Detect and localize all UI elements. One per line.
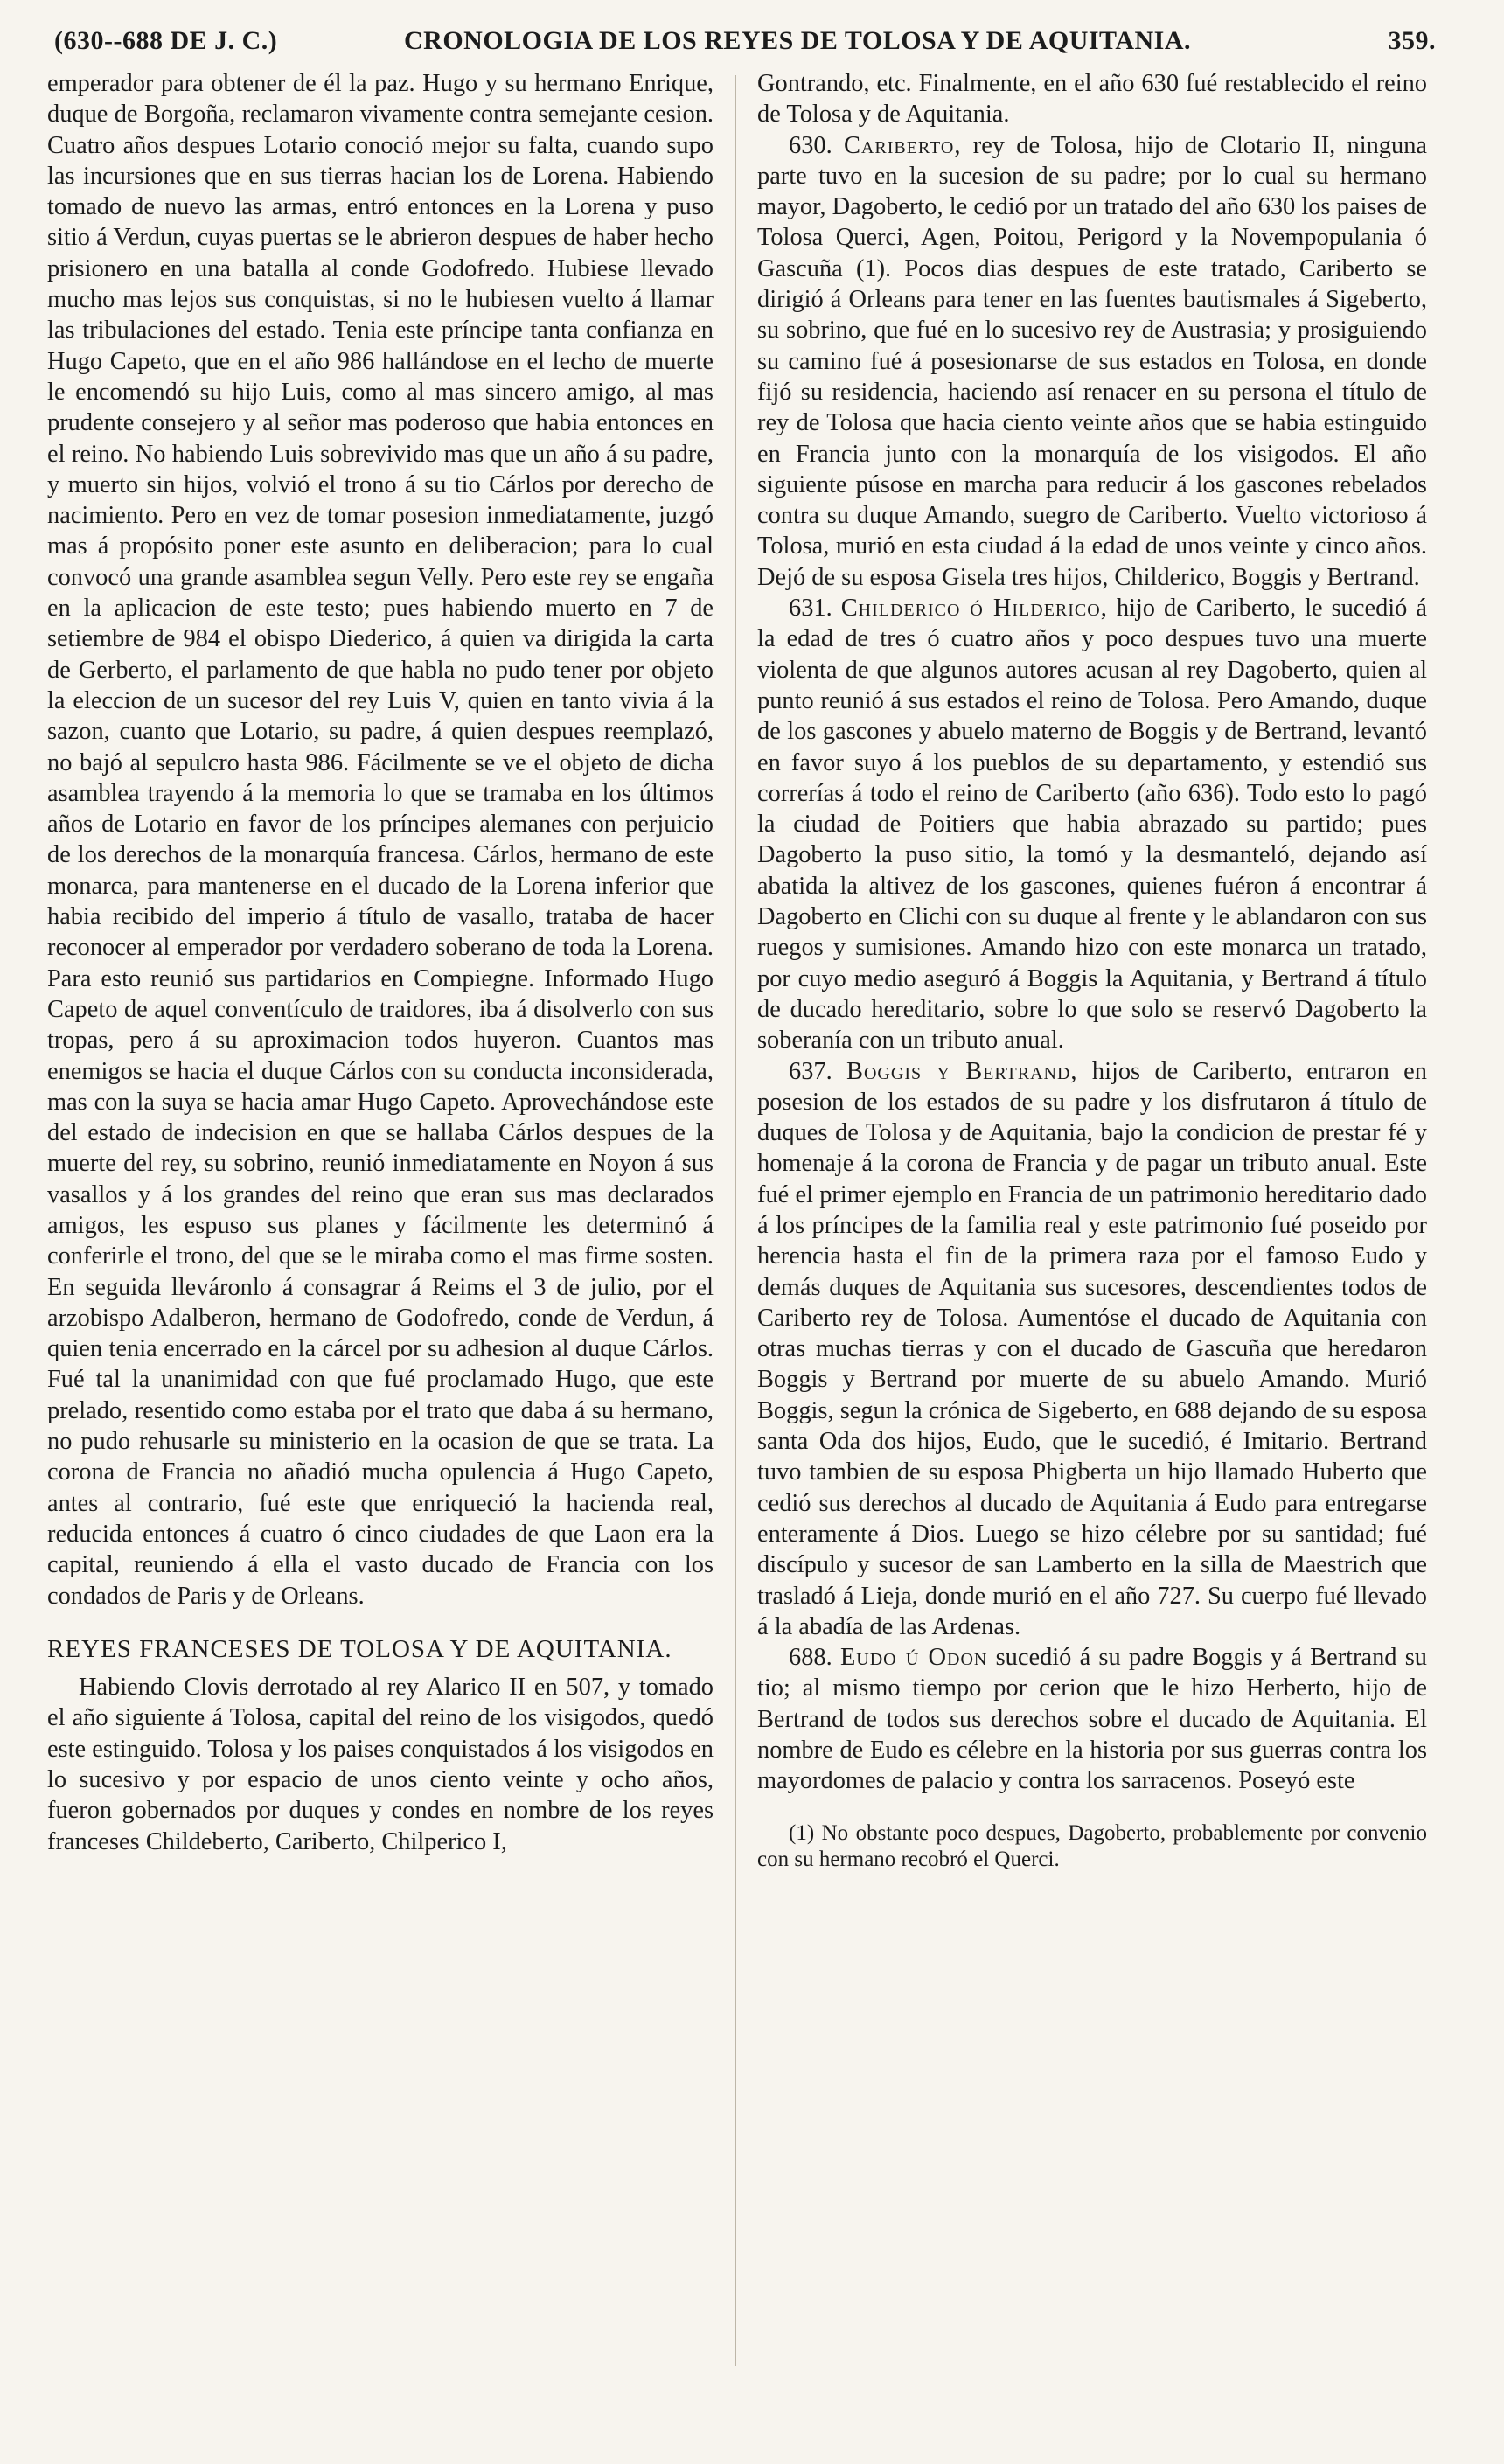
entry-688-name: Eudo ú Odon: [839, 1644, 988, 1672]
entry-631: [757, 593, 1427, 1055]
entry-630-number: 630.: [789, 131, 832, 159]
entry-688: [757, 1642, 1427, 1796]
header-title: CRONOLOGIA DE LOS REYES DE TOLOSA Y DE AQUITANIA.: [404, 26, 1191, 55]
entry-630-text: rey de Tolosa, hijo de Clotario II, ninguna parte tuvo en la sucesion de su padre; por lo cual su hermano mayor, Dagoberto, le cedió por un tratado del año 630 los paises de Tolosa Querci, Agen, Poitou, Perigord y la Novempopulania ó Gascuña (1). Pocos dias despues de este tratado, Cariberto se dirigió á Orleans para tener en las fuentes bautismales á Sigeberto, su sobrino, que fué en lo sucesivo rey de Austrasia; y prosiguiendo su camino fué á posesionarse de sus estados en Tolosa, en donde fijó su residencia, haciendo así renacer en su persona el título de rey de Tolosa que hacia ciento veinte años que se habia estinguido en Francia junto con la monarquía de los visigodos. El año siguiente púsose en marcha para reducir á los gascones rebelados contra su duque Amando, suegro de Cariberto. Vuelto victorioso á Tolosa, murió en esta ciudad á la edad de unos veinte y cinco años. Dejó de su esposa Gisela tres hijos, Childerico, Boggis y Bertrand.: [757, 131, 1427, 591]
column-divider: [735, 75, 736, 2366]
left-paragraph-1: emperador para obtener de él la paz. Hugo y su hermano Enrique, duque de Borgoña, reclamaron vivamente contra semejante cesion. Cuatro años despues Lotario conoció mejor su falta, cuando supo las incursiones que en sus tierras hacian los de Lorena. Habiendo tomado de nuevo las armas, entró entonces en la Lorena y puso sitio á Verdun, cuyas puertas se le abrieron despues de haber hecho prisionero en una batalla al conde Godofredo. Hubiese llevado mucho mas lejos sus conquistas, si no le hubiesen vuelto á llamar las tribulaciones del estado. Tenia este príncipe tanta confianza en Hugo Capeto, que en el año 986 hallándose en el lecho de muerte le encomendó su hijo Luis, como al mas sincero amigo, al mas prudente consejero y al señor mas poderoso que habia entonces en el reino. No habiendo Luis sobrevivido mas que un año á su padre, y muerto sin hijos, volvió el trono á su tio Cárlos por derecho de nacimiento. Pero en vez de tomar posesion inmediatamente, juzgó mas á propósito poner este asunto en deliberacion; para lo cual convocó una grande asamblea segun Velly. Pero este rey se engaña en la aplicacion de este testo; pues habiendo muerto en 7 de setiembre de 984 el obispo Diederico, á quien va dirigida la carta de Gerberto, el parlamento de que habla no pudo tener por objeto la eleccion de un sucesor del rey Luis V, quien en tanto vivia á la sazon, cuanto que Lotario, su padre, á quien despues reemplazó, no bajó al sepulcro hasta 986. Fácilmente se ve el objeto de dicha asamblea trayendo á la memoria lo que se tramaba en los últimos años de Lotario en favor de los príncipes alemanes con perjuicio de los derechos de la monarquía francesa. Cárlos, hermano de este monarca, para mantenerse en el ducado de la Lorena inferior que habia recibido del imperio á título de vasallo, trataba de hacer reconocer al emperador por verdadero soberano de toda la Lorena. Para esto reunió sus partidarios en Compiegne. Informado Hugo Capeto de aquel conventículo de traidores, iba á disolverlo con sus tropas, pero á su aproximacion todos huyeron. Cuantos mas enemigos se hacia el duque Cárlos con su conducta inconsiderada, mas con la suya se hacia amar Hugo Capeto. Aprovechándose este del estado de indecision en que se hallaba Cárlos despues de la muerte del rey, su sobrino, reunió inmediatamente en Noyon á sus vasallos y á los grandes del reino que eran sus mas declarados amigos, les espuso sus planes y fácilmente les determinó á conferirle el trono, del que se le miraba como el mas firme sosten. En seguida lleváronlo á consagrar á Reims el 3 de julio, por el arzobispo Adalberon, hermano de Godofredo, conde de Verdun, á quien tenia encerrado en la cárcel por su adhesion al duque Cárlos. Fué tal la unanimidad con que fué proclamado Hugo, que este prelado, resentido como estaba por el trato que daba á su hermano, no pudo rehusarle su ministerio en la ocasion de que se trata. La corona de Francia no añadió mucha opulencia á Hugo Capeto, antes al contrario, fué este que enriqueció la hacienda real, reducida entonces á cuatro ó cinco ciudades de que Laon era la capital, reuniendo á ella el vasto ducado de Francia con los condados de Paris y de Orleans.: [47, 70, 714, 1610]
entry-688-number: 688.: [789, 1644, 832, 1672]
entry-631-name: Childerico ó Hilderico,: [840, 595, 1108, 623]
footnote: (1) No obstante poco despues, Dagoberto, probablemente por convenio con su hermano recobró el Querci.: [757, 1820, 1427, 1871]
entry-688-text: sucedió á su padre Boggis y á Bertrand su tio; al mismo tiempo por cerion que le hizo Herberto, hijo de Bertrand de todos sus derechos sobre el ducado de Aquitania. El nombre de Eudo es célebre en la historia por sus guerras contra los mayordomes de palacio y contra los sarracenos. Poseyó este: [757, 1644, 1427, 1795]
entry-630: [757, 130, 1427, 593]
entry-630-name: Cariberto,: [843, 131, 962, 159]
entry-637: [757, 1056, 1427, 1643]
left-paragraph-2: Habiendo Clovis derrotado al rey Alarico II en 507, y tomado el año siguiente á Tolosa, capital del reino de los visigodos, quedó este estinguido. Tolosa y los paises conquistados á los visigodos en lo sucesivo y por espacio de unos ciento veinte y ocho años, fueron gobernados por duques y condes en nombre de los reyes franceses Childeberto, Cariberto, Chilperico I,: [47, 1674, 714, 1855]
entry-637-name: Boggis y Bertrand,: [846, 1057, 1078, 1085]
header-date-range: (630--688 DE J. C.): [54, 26, 278, 55]
right-column: [757, 68, 1427, 1873]
right-paragraph-1: Gontrando, etc. Finalmente, en el año 630 fué restablecido el reino de Tolosa y de Aquitania.: [757, 70, 1427, 129]
entry-631-text: hijo de Cariberto, le sucedió á la edad de tres ó cuatro años y poco despues tuvo una muerte violenta de que algunos autores acusan al rey Dagoberto, quien al punto reunió á sus estados el reino de Tolosa. Pero Amando, duque de los gascones y abuelo materno de Boggis y de Bertrand, levantó en favor suyo á los pueblos de su departamento, y estendió sus correrías á todo el reino de Cariberto (año 636). Todo esto lo pagó la ciudad de Poitiers que habia abrazado su partido; pues Dagoberto la puso sitio, la tomó y la desmanteló, dejando así abatida la altivez de los gascones, quienes fuéron á encontrar á Dagoberto en Clichi con su duque al frente y le ablandaron con sus ruegos y sumisiones. Amando hizo con este monarca un tratado, por cuyo medio aseguró á Boggis la Aquitania, y Bertrand á título de ducado hereditario, sobre lo que solo se reservó Dagoberto la soberanía con un tributo anual.: [757, 595, 1427, 1055]
entry-637-text: hijos de Cariberto, entraron en posesion de los estados de su padre y los disfrutaron á título de duques de Tolosa y de Aquitania, bajo la condicion de prestar fé y homenaje á la corona de Francia y de pagar un tributo anual. Este fué el primer ejemplo en Francia de un patrimonio hereditario dado á los príncipes de la familia real y este patrimonio fué poseido por herencia hasta el fin de la primera raza por el famoso Eudo y demás duques de Aquitania sus sucesores, descendientes todos de Cariberto rey de Tolosa. Aumentóse el ducado de Aquitania con otras muchas tierras y con el ducado de Gascuña que heredaron Boggis y Bertrand por muerte de su abuelo Amando. Murió Boggis, segun la crónica de Sigeberto, en 688 dejando de su esposa santa Oda dos hijos, Eudo, que le sucedió, é Imitario. Bertrand tuvo tambien de su esposa Phigberta un hijo llamado Huberto que cedió sus derechos al ducado de Aquitania á Eudo para entregarse enteramente á Dios. Luego se hizo célebre por su santidad; fué discípulo y sucesor de san Lamberto en la silla de Maestrich que trasladó á Lieja, donde murió en el año 727. Su cuerpo fué llevado á la abadía de las Ardenas.: [757, 1057, 1427, 1640]
left-column: [47, 68, 714, 1857]
section-heading: REYES FRANCESES DE TOLOSA Y DE AQUITANIA.: [47, 1634, 672, 1663]
page-number: 359.: [1388, 26, 1436, 55]
entry-631-number: 631.: [789, 595, 832, 623]
entry-637-number: 637.: [789, 1057, 832, 1085]
running-header: [54, 19, 1436, 61]
